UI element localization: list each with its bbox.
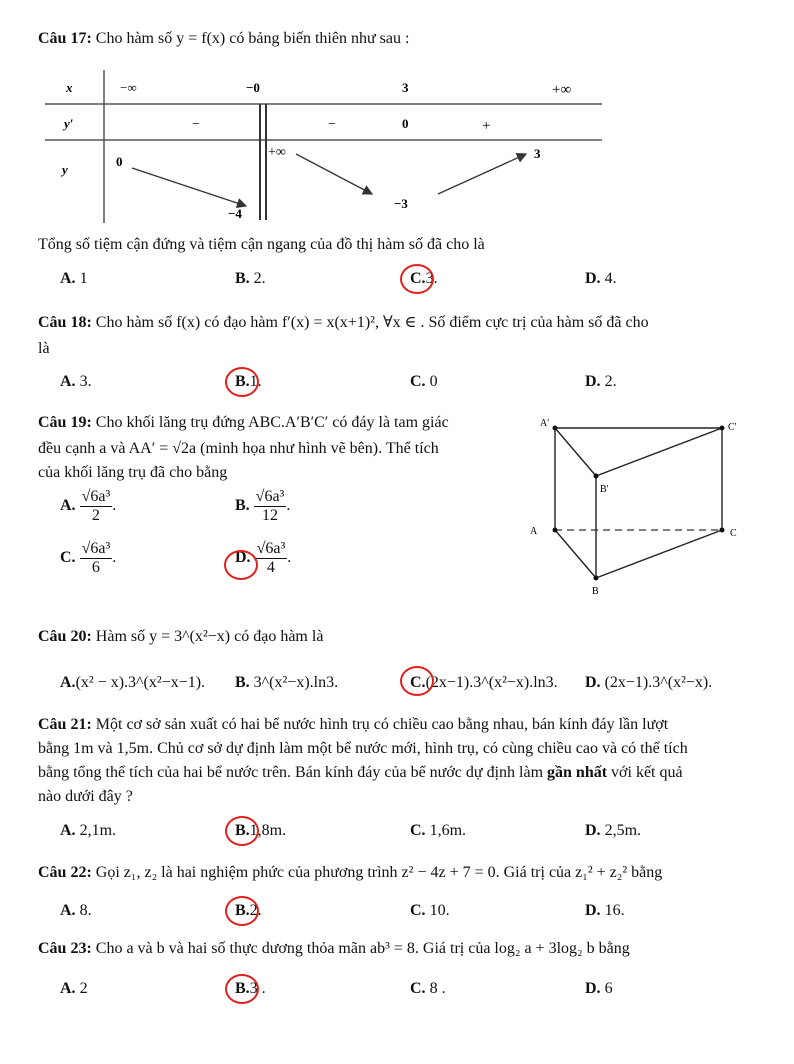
fraction-denominator: 4 (266, 559, 275, 576)
option-value: 2. (249, 902, 262, 919)
q23-label: Câu 23: (38, 940, 92, 957)
q19-line2: đều cạnh a và AA′ = √2a (minh họa như hình vẽ bên). Thể tích (38, 440, 439, 457)
option-value: (2x−1).3^(x²−x). (604, 674, 713, 691)
q18-option-d[interactable] (585, 373, 617, 391)
option-value: 8. (79, 902, 92, 919)
q18-text: Cho hàm số f(x) có đạo hàm f′(x) = x(x+1)², ∀x ∈ . Số điểm cực trị của hàm số đã cho (95, 314, 649, 331)
option-label: C. (410, 822, 426, 839)
option-value: 2. (604, 373, 617, 390)
q22-option-d[interactable] (585, 902, 625, 920)
option-value: 2,5m. (604, 822, 642, 839)
q17-header (38, 30, 409, 48)
option-label: C. (410, 373, 426, 390)
fraction-denominator: 12 (262, 507, 279, 524)
arrow-decrease-2 (296, 154, 372, 194)
option-label: A. (60, 674, 76, 691)
q22-header (38, 864, 662, 882)
option-label: B. (235, 822, 250, 839)
vertex-c: C (730, 528, 737, 539)
row-yp-label: y′ (64, 116, 74, 131)
q22-option-a[interactable] (60, 902, 92, 920)
option-fraction (80, 540, 113, 577)
q17-prompt: Tổng số tiệm cận đứng và tiệm cận ngang của đồ thị hàm số đã cho là (38, 236, 485, 253)
q21-text-part: bằng tổng thể tích của hai bể nước trên. Bán kính đáy của bể nước dự định làm (38, 764, 544, 781)
q18-text2: là (38, 340, 50, 357)
option-label: C. (410, 270, 426, 287)
option-fraction (255, 540, 288, 577)
arrow-increase (438, 154, 526, 194)
q19-prism-figure (522, 414, 752, 604)
q21-option-a[interactable] (60, 822, 116, 840)
q18-option-c[interactable] (410, 373, 438, 391)
option-value: 1. (249, 373, 262, 390)
q23-option-a[interactable] (60, 980, 88, 998)
q20-option-b[interactable] (235, 674, 338, 692)
q19-answer-circle (224, 550, 258, 580)
option-fraction (254, 488, 287, 525)
q21-option-c[interactable] (410, 822, 466, 840)
option-label: B. (235, 497, 250, 515)
option-label: A. (60, 902, 76, 919)
q17-variation-table (40, 68, 610, 223)
q19-line3: của khối lăng trụ đã cho bằng (38, 464, 228, 481)
yp-sign-2: − (328, 117, 336, 132)
y-value-1: 0 (116, 154, 123, 169)
q17-answer-circle (400, 264, 434, 294)
q17-option-a[interactable] (60, 270, 88, 288)
q18-option-a[interactable] (60, 373, 92, 391)
y-value-4: −3 (394, 196, 408, 211)
q20-header (38, 628, 323, 646)
option-label: B. (235, 980, 250, 997)
q21-option-d[interactable] (585, 822, 641, 840)
q21-line3 (38, 764, 683, 782)
yp-sign-1: − (192, 117, 200, 132)
option-value: 3. (79, 373, 92, 390)
q19-option-c[interactable]: C. $\frac{\text{√6a³}}{6}$ . (60, 540, 117, 576)
q18-label: Câu 18: (38, 314, 92, 331)
option-value: 2 (79, 980, 88, 997)
arrow-decrease-1 (132, 168, 246, 206)
option-value: 8 . (429, 980, 446, 997)
fraction-denominator: 6 (91, 559, 100, 576)
q21-emphasis: gần nhất (547, 764, 608, 781)
q18-header (38, 312, 649, 332)
option-label: D. (585, 980, 601, 997)
q20-text: Hàm số y = 3^(x²−x) có đạo hàm là (95, 628, 324, 645)
x-value-4: +∞ (552, 82, 572, 98)
option-label: A. (60, 497, 76, 515)
vertex-c1: C' (728, 422, 737, 433)
q22-option-c[interactable] (410, 902, 450, 920)
option-label: A. (60, 822, 76, 839)
fraction-numerator: √6a³ (256, 540, 286, 557)
q22-text: Gọi z₁, z₂ là hai nghiệm phức của phương trình z² − 4z + 7 = 0. Giá trị của z₁² + z₂² bằng (95, 864, 663, 881)
q19-label: Câu 19: (38, 414, 92, 431)
q17-text: Cho hàm số y = f(x) có bảng biến thiên như sau : (95, 30, 410, 47)
vertex-a: A (530, 526, 538, 537)
q21-line4: nào dưới đây ? (38, 788, 133, 805)
vertex-a1: A' (540, 418, 550, 429)
q19-option-d[interactable]: D. $\frac{\text{√6a³}}{4}$ . (235, 540, 292, 576)
fraction-numerator: √6a³ (81, 540, 111, 557)
q19-text: Cho khối lăng trụ đứng ABC.A′B′C′ có đáy là tam giác (95, 414, 449, 431)
q23-option-c[interactable] (410, 980, 446, 998)
yp-sign-3: 0 (402, 116, 409, 131)
option-value: 3. (425, 270, 438, 287)
option-label: D. (235, 549, 251, 567)
q17-label: Câu 17: (38, 30, 92, 47)
row-y-label: y (62, 162, 68, 177)
option-label: A. (60, 980, 76, 997)
option-value: 2. (253, 270, 266, 287)
q19-option-b[interactable]: B. $\frac{\text{√6a³}}{12}$ . (235, 488, 291, 524)
option-label: C. (410, 980, 426, 997)
q21-line2: bằng 1m và 1,5m. Chủ cơ sở dự định làm một bể nước mới, hình trụ, có cùng chiều cao và có thể tích (38, 740, 688, 757)
option-label: C. (410, 902, 426, 919)
option-value: 3^(x²−x).ln3. (253, 674, 339, 691)
q22-answer-circle (225, 896, 259, 926)
q17-option-d[interactable] (585, 270, 617, 288)
vertex-b: B (592, 586, 599, 597)
option-value: (2x−1).3^(x²−x).ln3. (425, 674, 558, 691)
q23-answer-circle (225, 974, 259, 1004)
option-label: C. (410, 674, 426, 691)
option-label: B. (235, 902, 250, 919)
y-value-3: +∞ (268, 145, 286, 160)
q20-label: Câu 20: (38, 628, 92, 645)
option-label: D. (585, 902, 601, 919)
option-value: 10. (429, 902, 450, 919)
q21-line1 (38, 716, 668, 734)
option-value: 1,6m. (429, 822, 467, 839)
row-x-label: x (66, 80, 73, 95)
q21-answer-circle (225, 816, 259, 846)
q20-option-a[interactable] (60, 674, 205, 692)
y-value-2: −4 (228, 206, 242, 221)
option-value: 1 (79, 270, 88, 287)
q20-option-d[interactable] (585, 674, 712, 692)
option-value: 4. (604, 270, 617, 287)
q21-text: Một cơ sở sản xuất có hai bể nước hình trụ có chiều cao bằng nhau, bán kính đáy lần lượt (95, 716, 669, 733)
q22-label: Câu 22: (38, 864, 92, 881)
option-label: D. (585, 822, 601, 839)
q20-answer-circle (400, 666, 434, 696)
x-value-2: −0 (246, 80, 260, 95)
q23-text: Cho a và b và hai số thực dương thỏa mãn ab³ = 8. Giá trị của log₂ a + 3log₂ b bằng (95, 940, 630, 957)
fraction-numerator: √6a³ (255, 488, 285, 505)
q23-option-d[interactable] (585, 980, 613, 998)
fraction-denominator: 2 (91, 507, 100, 524)
option-fraction (80, 488, 113, 525)
option-label: B. (235, 270, 250, 287)
q21-label: Câu 21: (38, 716, 92, 733)
option-label: A. (60, 373, 76, 390)
q19-line1 (38, 414, 449, 432)
option-label: D. (585, 373, 601, 390)
q19-option-a[interactable]: A. $\frac{\text{√6a³}}{2}$ . (60, 488, 117, 524)
x-value-3: 3 (402, 80, 409, 95)
q23-header (38, 940, 630, 958)
vertex-b1: B' (600, 484, 609, 495)
option-label: D. (585, 270, 601, 287)
option-value: 0 (429, 373, 438, 390)
option-label: A. (60, 270, 76, 287)
q18-answer-circle (225, 367, 259, 397)
option-value: 1,8m. (249, 822, 287, 839)
q21-text-part: với kết quả (611, 764, 683, 781)
y-value-5: 3 (534, 146, 541, 161)
option-value: 2,1m. (79, 822, 117, 839)
x-value-1: −∞ (120, 80, 137, 95)
option-label: C. (60, 549, 76, 567)
option-value: 3 . (249, 980, 266, 997)
fraction-numerator: √6a³ (81, 488, 111, 505)
option-label: B. (235, 674, 250, 691)
option-value: (x² − x).3^(x²−x−1). (75, 674, 206, 691)
yp-sign-4: + (482, 118, 491, 134)
option-value: 6 (604, 980, 613, 997)
option-label: D. (585, 674, 601, 691)
option-label: B. (235, 373, 250, 390)
q17-option-b[interactable] (235, 270, 266, 288)
option-value: 16. (604, 902, 625, 919)
